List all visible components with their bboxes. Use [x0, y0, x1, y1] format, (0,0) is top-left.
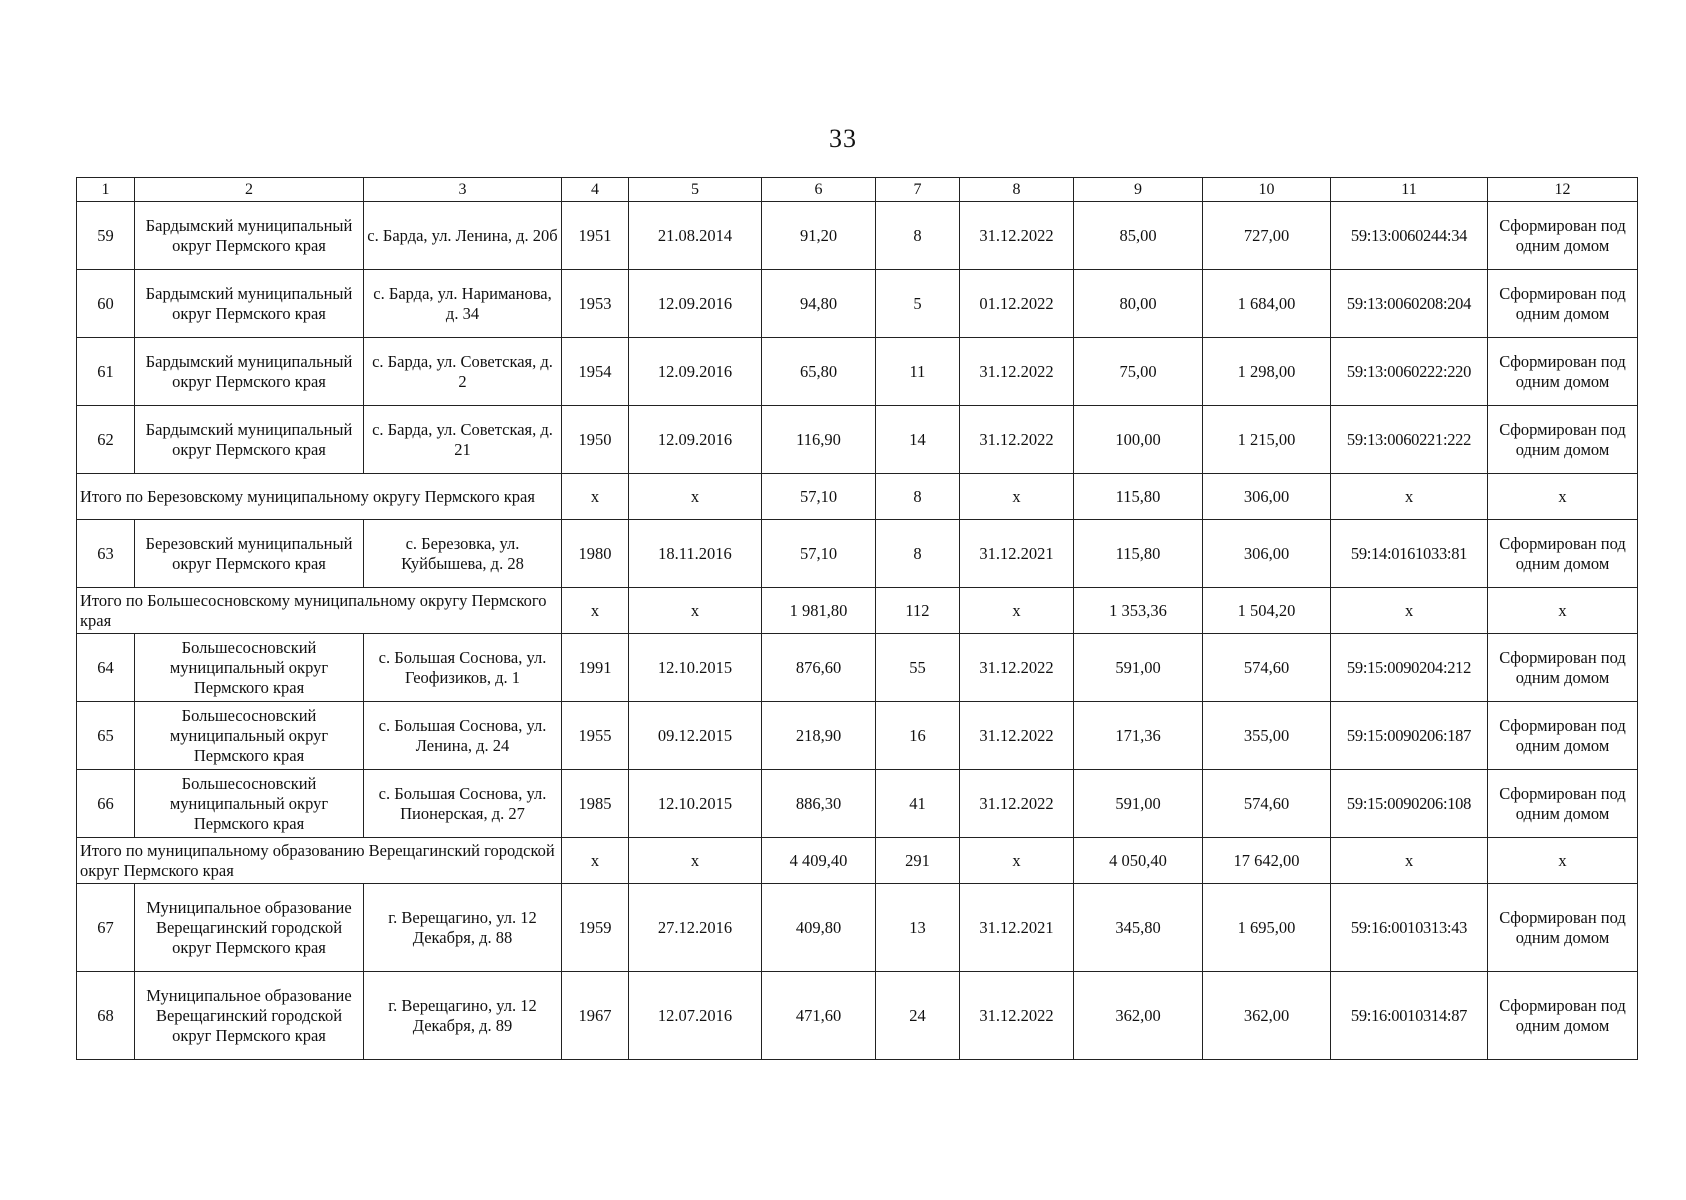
subtotal-row: [77, 838, 1638, 884]
status-cell: x: [1488, 588, 1638, 634]
subtotal-label: Итого по Березовскому муниципальному округу Пермского края: [77, 474, 562, 520]
year-cell: 1985: [562, 770, 629, 838]
column-number-row: [77, 178, 1638, 202]
status-cell: Сформирован под одним домом: [1488, 972, 1638, 1060]
year-cell: 1980: [562, 520, 629, 588]
address-cell: г. Верещагино, ул. 12 Декабря, д. 88: [364, 884, 562, 972]
row-number: 60: [77, 270, 135, 338]
status-cell: Сформирован под одним домом: [1488, 270, 1638, 338]
deadline-cell: 31.12.2022: [960, 770, 1074, 838]
municipality-cell: Большесосновский муниципальный округ Пермского края: [135, 702, 364, 770]
municipality-cell: Муниципальное образование Верещагинский городской округ Пермского края: [135, 972, 364, 1060]
deadline-cell: 01.12.2022: [960, 270, 1074, 338]
municipality-cell: Бардымский муниципальный округ Пермского края: [135, 270, 364, 338]
residents-cell: 13: [876, 884, 960, 972]
municipality-cell: Бардымский муниципальный округ Пермского края: [135, 338, 364, 406]
status-cell: Сформирован под одним домом: [1488, 884, 1638, 972]
table-row: [77, 702, 1638, 770]
table-row: [77, 202, 1638, 270]
table-row: [77, 884, 1638, 972]
year-cell: x: [562, 838, 629, 884]
row-number: 63: [77, 520, 135, 588]
date-cell: x: [629, 474, 762, 520]
subtotal-label: Итого по муниципальному образованию Верещагинский городской округ Пермского края: [77, 838, 562, 884]
date-cell: 27.12.2016: [629, 884, 762, 972]
total-area-cell: 1 981,80: [762, 588, 876, 634]
total-area-cell: 409,80: [762, 884, 876, 972]
plot-area-cell: 17 642,00: [1203, 838, 1331, 884]
date-cell: 12.07.2016: [629, 972, 762, 1060]
row-number: 66: [77, 770, 135, 838]
year-cell: 1991: [562, 634, 629, 702]
subtotal-row: [77, 588, 1638, 634]
deadline-cell: 31.12.2022: [960, 702, 1074, 770]
date-cell: 18.11.2016: [629, 520, 762, 588]
row-number: 64: [77, 634, 135, 702]
cadastral-cell: 59:15:0090204:212: [1331, 634, 1488, 702]
deadline-cell: 31.12.2022: [960, 406, 1074, 474]
cadastral-cell: 59:13:0060244:34: [1331, 202, 1488, 270]
residents-cell: 5: [876, 270, 960, 338]
column-header: 12: [1488, 178, 1638, 202]
deadline-cell: 31.12.2022: [960, 338, 1074, 406]
plot-area-cell: 1 695,00: [1203, 884, 1331, 972]
cadastral-cell: 59:15:0090206:187: [1331, 702, 1488, 770]
deadline-cell: x: [960, 474, 1074, 520]
municipality-cell: Бардымский муниципальный округ Пермского края: [135, 406, 364, 474]
cadastral-cell: 59:13:0060208:204: [1331, 270, 1488, 338]
cadastral-cell: 59:14:0161033:81: [1331, 520, 1488, 588]
total-area-cell: 886,30: [762, 770, 876, 838]
table-row: [77, 270, 1638, 338]
status-cell: Сформирован под одним домом: [1488, 406, 1638, 474]
living-area-cell: 345,80: [1074, 884, 1203, 972]
year-cell: 1967: [562, 972, 629, 1060]
municipality-cell: Березовский муниципальный округ Пермского края: [135, 520, 364, 588]
residents-cell: 24: [876, 972, 960, 1060]
plot-area-cell: 306,00: [1203, 474, 1331, 520]
subtotal-row: [77, 474, 1638, 520]
column-header: 4: [562, 178, 629, 202]
total-area-cell: 65,80: [762, 338, 876, 406]
row-number: 67: [77, 884, 135, 972]
row-number: 65: [77, 702, 135, 770]
column-header: 10: [1203, 178, 1331, 202]
table-row: [77, 338, 1638, 406]
column-header: 5: [629, 178, 762, 202]
address-cell: с. Большая Соснова, ул. Геофизиков, д. 1: [364, 634, 562, 702]
plot-area-cell: 306,00: [1203, 520, 1331, 588]
table-row: [77, 520, 1638, 588]
deadline-cell: 31.12.2022: [960, 972, 1074, 1060]
living-area-cell: 1 353,36: [1074, 588, 1203, 634]
living-area-cell: 85,00: [1074, 202, 1203, 270]
status-cell: Сформирован под одним домом: [1488, 338, 1638, 406]
living-area-cell: 100,00: [1074, 406, 1203, 474]
municipality-cell: Муниципальное образование Верещагинский городской округ Пермского края: [135, 884, 364, 972]
plot-area-cell: 574,60: [1203, 770, 1331, 838]
cadastral-cell: x: [1331, 838, 1488, 884]
deadline-cell: 31.12.2022: [960, 202, 1074, 270]
cadastral-cell: 59:16:0010314:87: [1331, 972, 1488, 1060]
cadastral-cell: 59:15:0090206:108: [1331, 770, 1488, 838]
status-cell: x: [1488, 838, 1638, 884]
total-area-cell: 94,80: [762, 270, 876, 338]
year-cell: 1951: [562, 202, 629, 270]
status-cell: Сформирован под одним домом: [1488, 702, 1638, 770]
date-cell: x: [629, 838, 762, 884]
column-header: 2: [135, 178, 364, 202]
living-area-cell: 80,00: [1074, 270, 1203, 338]
total-area-cell: 91,20: [762, 202, 876, 270]
municipality-cell: Большесосновский муниципальный округ Пермского края: [135, 634, 364, 702]
column-header: 1: [77, 178, 135, 202]
table-row: [77, 634, 1638, 702]
status-cell: Сформирован под одним домом: [1488, 634, 1638, 702]
plot-area-cell: 1 215,00: [1203, 406, 1331, 474]
deadline-cell: 31.12.2021: [960, 520, 1074, 588]
total-area-cell: 4 409,40: [762, 838, 876, 884]
column-header: 8: [960, 178, 1074, 202]
total-area-cell: 57,10: [762, 520, 876, 588]
cadastral-cell: x: [1331, 474, 1488, 520]
total-area-cell: 876,60: [762, 634, 876, 702]
residents-cell: 8: [876, 520, 960, 588]
date-cell: 09.12.2015: [629, 702, 762, 770]
residents-cell: 8: [876, 202, 960, 270]
row-number: 59: [77, 202, 135, 270]
table-row: [77, 770, 1638, 838]
living-area-cell: 362,00: [1074, 972, 1203, 1060]
row-number: 68: [77, 972, 135, 1060]
cadastral-cell: 59:13:0060221:222: [1331, 406, 1488, 474]
address-cell: с. Большая Соснова, ул. Пионерская, д. 27: [364, 770, 562, 838]
year-cell: 1955: [562, 702, 629, 770]
page-number: 33: [829, 124, 857, 153]
living-area-cell: 115,80: [1074, 520, 1203, 588]
year-cell: 1954: [562, 338, 629, 406]
year-cell: 1959: [562, 884, 629, 972]
status-cell: Сформирован под одним домом: [1488, 520, 1638, 588]
status-cell: Сформирован под одним домом: [1488, 770, 1638, 838]
subtotal-label: Итого по Большесосновскому муниципальному округу Пермского края: [77, 588, 562, 634]
table-row: [77, 972, 1638, 1060]
residents-cell: 55: [876, 634, 960, 702]
cadastral-cell: 59:16:0010313:43: [1331, 884, 1488, 972]
plot-area-cell: 1 298,00: [1203, 338, 1331, 406]
plot-area-cell: 574,60: [1203, 634, 1331, 702]
column-header: 7: [876, 178, 960, 202]
plot-area-cell: 727,00: [1203, 202, 1331, 270]
residents-cell: 8: [876, 474, 960, 520]
date-cell: 12.10.2015: [629, 634, 762, 702]
deadline-cell: 31.12.2021: [960, 884, 1074, 972]
residents-cell: 291: [876, 838, 960, 884]
year-cell: 1953: [562, 270, 629, 338]
living-area-cell: 171,36: [1074, 702, 1203, 770]
date-cell: 12.10.2015: [629, 770, 762, 838]
address-cell: с. Березовка, ул. Куйбышева, д. 28: [364, 520, 562, 588]
residents-cell: 11: [876, 338, 960, 406]
table-body: [77, 178, 1638, 1060]
column-header: 3: [364, 178, 562, 202]
total-area-cell: 116,90: [762, 406, 876, 474]
deadline-cell: 31.12.2022: [960, 634, 1074, 702]
address-cell: г. Верещагино, ул. 12 Декабря, д. 89: [364, 972, 562, 1060]
address-cell: с. Барда, ул. Советская, д. 21: [364, 406, 562, 474]
address-cell: с. Барда, ул. Нариманова, д. 34: [364, 270, 562, 338]
year-cell: 1950: [562, 406, 629, 474]
total-area-cell: 471,60: [762, 972, 876, 1060]
column-header: 6: [762, 178, 876, 202]
address-cell: с. Барда, ул. Ленина, д. 20б: [364, 202, 562, 270]
living-area-cell: 4 050,40: [1074, 838, 1203, 884]
living-area-cell: 591,00: [1074, 770, 1203, 838]
residents-cell: 41: [876, 770, 960, 838]
date-cell: 12.09.2016: [629, 406, 762, 474]
date-cell: x: [629, 588, 762, 634]
date-cell: 21.08.2014: [629, 202, 762, 270]
plot-area-cell: 1 504,20: [1203, 588, 1331, 634]
living-area-cell: 591,00: [1074, 634, 1203, 702]
municipality-cell: Бардымский муниципальный округ Пермского края: [135, 202, 364, 270]
plot-area-cell: 362,00: [1203, 972, 1331, 1060]
residents-cell: 112: [876, 588, 960, 634]
living-area-cell: 75,00: [1074, 338, 1203, 406]
address-cell: с. Барда, ул. Советская, д. 2: [364, 338, 562, 406]
total-area-cell: 57,10: [762, 474, 876, 520]
plot-area-cell: 355,00: [1203, 702, 1331, 770]
residents-cell: 14: [876, 406, 960, 474]
municipality-cell: Большесосновский муниципальный округ Пермского края: [135, 770, 364, 838]
residents-cell: 16: [876, 702, 960, 770]
living-area-cell: 115,80: [1074, 474, 1203, 520]
cadastral-cell: x: [1331, 588, 1488, 634]
date-cell: 12.09.2016: [629, 338, 762, 406]
column-header: 9: [1074, 178, 1203, 202]
date-cell: 12.09.2016: [629, 270, 762, 338]
table-row: [77, 406, 1638, 474]
status-cell: Сформирован под одним домом: [1488, 202, 1638, 270]
deadline-cell: x: [960, 838, 1074, 884]
column-header: 11: [1331, 178, 1488, 202]
total-area-cell: 218,90: [762, 702, 876, 770]
row-number: 62: [77, 406, 135, 474]
registry-table: [76, 177, 1638, 1060]
deadline-cell: x: [960, 588, 1074, 634]
address-cell: с. Большая Соснова, ул. Ленина, д. 24: [364, 702, 562, 770]
cadastral-cell: 59:13:0060222:220: [1331, 338, 1488, 406]
year-cell: x: [562, 474, 629, 520]
row-number: 61: [77, 338, 135, 406]
year-cell: x: [562, 588, 629, 634]
plot-area-cell: 1 684,00: [1203, 270, 1331, 338]
status-cell: x: [1488, 474, 1638, 520]
